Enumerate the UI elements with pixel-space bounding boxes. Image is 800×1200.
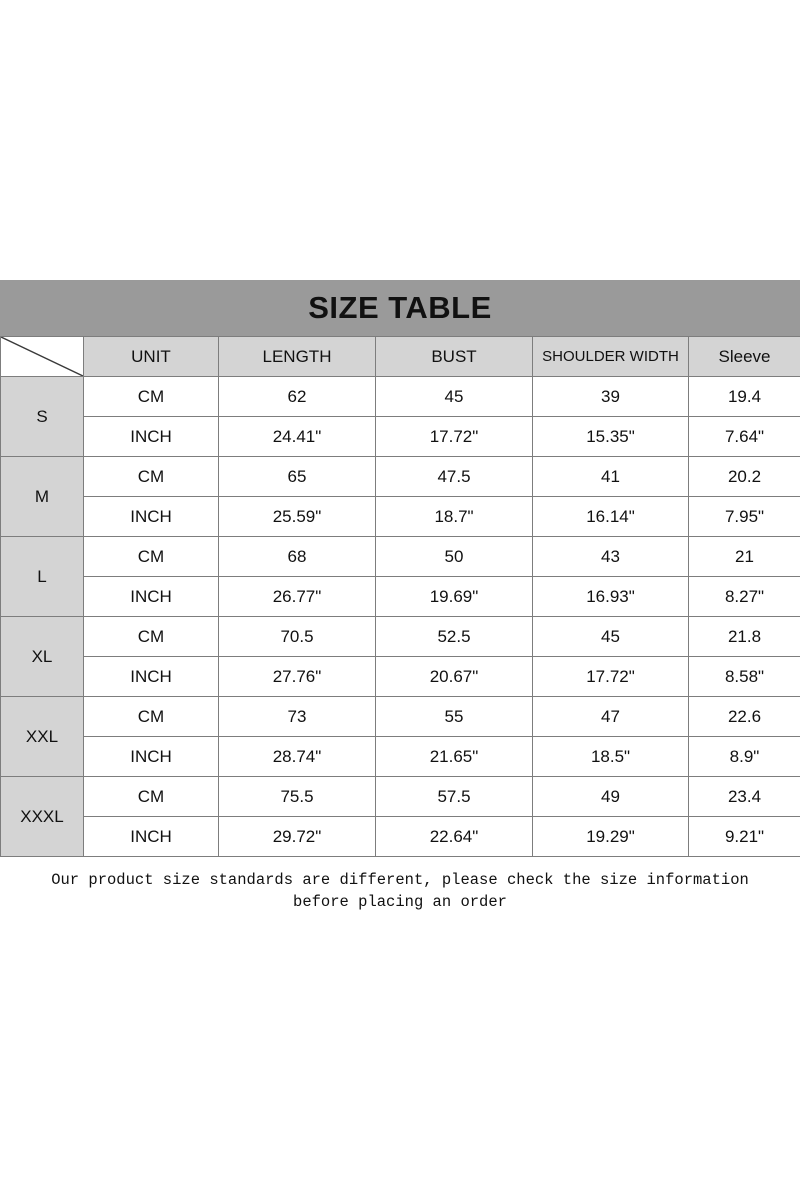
value-length: 75.5 bbox=[219, 777, 376, 817]
value-bust: 18.7" bbox=[376, 497, 533, 537]
size-label-xxl: XXL bbox=[1, 697, 84, 777]
unit-inch: INCH bbox=[84, 577, 219, 617]
unit-cm: CM bbox=[84, 377, 219, 417]
unit-inch: INCH bbox=[84, 657, 219, 697]
size-note-line-1: Our product size standards are different, please check the size information bbox=[51, 871, 749, 889]
size-chart-table bbox=[0, 336, 800, 857]
column-header-shoulder-width: SHOULDER WIDTH bbox=[533, 337, 689, 377]
value-sleeve: 19.4 bbox=[689, 377, 800, 417]
size-note-line-2: before placing an order bbox=[293, 893, 507, 912]
value-shoulder: 39 bbox=[533, 377, 689, 417]
value-shoulder: 47 bbox=[533, 697, 689, 737]
value-sleeve: 21 bbox=[689, 537, 800, 577]
value-sleeve: 8.58" bbox=[689, 657, 800, 697]
column-header-unit: UNIT bbox=[84, 337, 219, 377]
value-length: 24.41" bbox=[219, 417, 376, 457]
value-shoulder: 17.72" bbox=[533, 657, 689, 697]
value-shoulder: 18.5" bbox=[533, 737, 689, 777]
value-length: 27.76" bbox=[219, 657, 376, 697]
size-note bbox=[0, 857, 800, 928]
table-row bbox=[1, 537, 800, 577]
value-bust: 17.72" bbox=[376, 417, 533, 457]
column-header-sleeve: Sleeve bbox=[689, 337, 800, 377]
value-length: 73 bbox=[219, 697, 376, 737]
value-length: 70.5 bbox=[219, 617, 376, 657]
size-label-s: S bbox=[1, 377, 84, 457]
table-row bbox=[1, 377, 800, 417]
value-sleeve: 21.8 bbox=[689, 617, 800, 657]
value-length: 28.74" bbox=[219, 737, 376, 777]
value-bust: 57.5 bbox=[376, 777, 533, 817]
value-sleeve: 8.9" bbox=[689, 737, 800, 777]
unit-inch: INCH bbox=[84, 737, 219, 777]
size-label-l: L bbox=[1, 537, 84, 617]
value-shoulder: 49 bbox=[533, 777, 689, 817]
value-length: 25.59" bbox=[219, 497, 376, 537]
unit-cm: CM bbox=[84, 777, 219, 817]
value-length: 26.77" bbox=[219, 577, 376, 617]
table-row bbox=[1, 617, 800, 657]
value-bust: 50 bbox=[376, 537, 533, 577]
value-shoulder: 43 bbox=[533, 537, 689, 577]
value-shoulder: 16.93" bbox=[533, 577, 689, 617]
value-sleeve: 7.64" bbox=[689, 417, 800, 457]
unit-cm: CM bbox=[84, 697, 219, 737]
value-bust: 45 bbox=[376, 377, 533, 417]
value-bust: 52.5 bbox=[376, 617, 533, 657]
value-length: 65 bbox=[219, 457, 376, 497]
value-length: 29.72" bbox=[219, 817, 376, 857]
value-sleeve: 8.27" bbox=[689, 577, 800, 617]
unit-cm: CM bbox=[84, 537, 219, 577]
table-row bbox=[1, 657, 800, 697]
value-bust: 19.69" bbox=[376, 577, 533, 617]
table-header-row bbox=[1, 337, 800, 377]
value-length: 68 bbox=[219, 537, 376, 577]
table-row bbox=[1, 697, 800, 737]
size-table-block bbox=[0, 280, 800, 928]
value-shoulder: 16.14" bbox=[533, 497, 689, 537]
value-bust: 20.67" bbox=[376, 657, 533, 697]
value-shoulder: 15.35" bbox=[533, 417, 689, 457]
table-row bbox=[1, 457, 800, 497]
value-bust: 55 bbox=[376, 697, 533, 737]
unit-cm: CM bbox=[84, 457, 219, 497]
value-sleeve: 7.95" bbox=[689, 497, 800, 537]
diagonal-divider-icon bbox=[1, 337, 83, 376]
size-label-xl: XL bbox=[1, 617, 84, 697]
table-row bbox=[1, 737, 800, 777]
page-title: SIZE TABLE bbox=[308, 290, 492, 325]
value-length: 62 bbox=[219, 377, 376, 417]
unit-inch: INCH bbox=[84, 817, 219, 857]
size-table-title-bar bbox=[0, 280, 800, 336]
value-sleeve: 20.2 bbox=[689, 457, 800, 497]
table-row bbox=[1, 777, 800, 817]
unit-inch: INCH bbox=[84, 417, 219, 457]
column-header-length: LENGTH bbox=[219, 337, 376, 377]
value-sleeve: 9.21" bbox=[689, 817, 800, 857]
value-bust: 47.5 bbox=[376, 457, 533, 497]
value-bust: 21.65" bbox=[376, 737, 533, 777]
unit-cm: CM bbox=[84, 617, 219, 657]
corner-cell bbox=[1, 337, 84, 377]
table-row bbox=[1, 497, 800, 537]
table-row bbox=[1, 817, 800, 857]
column-header-bust: BUST bbox=[376, 337, 533, 377]
value-shoulder: 41 bbox=[533, 457, 689, 497]
table-row bbox=[1, 417, 800, 457]
size-label-m: M bbox=[1, 457, 84, 537]
size-label-xxxl: XXXL bbox=[1, 777, 84, 857]
unit-inch: INCH bbox=[84, 497, 219, 537]
value-shoulder: 19.29" bbox=[533, 817, 689, 857]
value-sleeve: 22.6 bbox=[689, 697, 800, 737]
value-sleeve: 23.4 bbox=[689, 777, 800, 817]
table-row bbox=[1, 577, 800, 617]
value-shoulder: 45 bbox=[533, 617, 689, 657]
value-bust: 22.64" bbox=[376, 817, 533, 857]
